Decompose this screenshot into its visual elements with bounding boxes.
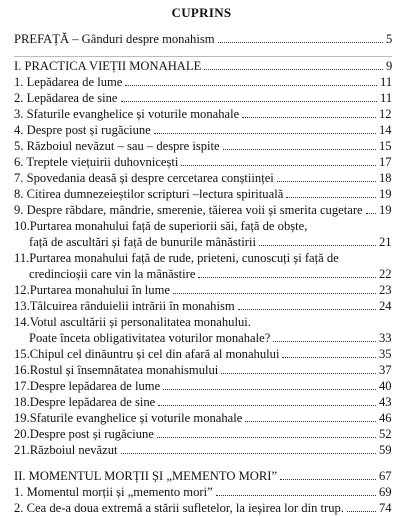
toc-leader-dots [286, 197, 376, 198]
toc-entry-title: 13.Tâlcuirea rânduielii intrării în monahism [14, 299, 235, 313]
toc-entry [0, 202, 403, 218]
toc-leader-dots [273, 341, 376, 342]
toc-page-number: 17 [379, 155, 392, 169]
toc-leader-dots [173, 293, 376, 294]
toc-page-number: 59 [379, 443, 392, 457]
toc-entry-title: 1. Momentul morții și „memento mori” [14, 485, 213, 499]
toc-leader-dots [347, 511, 376, 512]
title-rule [14, 56, 392, 57]
toc-entry [0, 282, 403, 298]
toc-leader-dots [242, 117, 376, 118]
toc-leader-dots [221, 373, 376, 374]
toc-entry [0, 154, 403, 170]
toc-entry-title: 18.Despre lepădarea de sine [14, 395, 156, 409]
toc-entry [0, 186, 403, 202]
toc-page-number: 37 [379, 363, 392, 377]
toc-entry-title: 8. Citirea dumnezeieștilor scripturi –lectura spirituală [14, 187, 284, 201]
toc-page-number: 43 [379, 395, 392, 409]
toc-entry-title: 9. Despre răbdare, mândrie, smerenie, tăierea voii și smerita cugetare [14, 203, 363, 217]
toc-entry-title: Poate înceta obligativitatea voturilor monahale? [29, 331, 271, 345]
toc-entry [0, 468, 403, 484]
toc-entry-title: 15.Chipul cel dinăuntru și cel din afară al monahului [14, 347, 280, 361]
toc-page-number: 40 [379, 379, 392, 393]
toc-page-number: 19 [379, 187, 392, 201]
toc-entry [0, 500, 403, 516]
toc-leader-dots [282, 357, 376, 358]
toc-page-number: 5 [386, 32, 393, 46]
toc-leader-dots [121, 453, 376, 454]
toc-entry-title: față de ascultări și față de bunurile mânăstirii [29, 235, 256, 249]
toc-leader-dots [223, 149, 376, 150]
toc-entry [0, 484, 403, 500]
toc-entry-title: I. PRACTICA VIEȚII MONAHALE [14, 59, 202, 73]
toc-entry [0, 330, 403, 346]
toc-page-number: 11 [380, 91, 393, 105]
toc-entry [0, 394, 403, 410]
toc-leader-dots [125, 85, 377, 86]
toc-leader-dots [121, 101, 377, 102]
toc-leader-dots [218, 42, 383, 43]
toc-entry-title: 2. Lepădarea de sine [14, 91, 118, 105]
toc-leader-dots [154, 133, 376, 134]
toc-leader-dots [181, 165, 376, 166]
toc-entry-title: 4. Despre post și rugăciune [14, 123, 151, 137]
toc-leader-dots [158, 405, 376, 406]
toc-page-number: 14 [379, 123, 392, 137]
toc-entry [0, 122, 403, 138]
toc-entry [0, 106, 403, 122]
toc-entry-title: II. MOMENTUL MORȚII ȘI „MEMENTO MORI” [14, 469, 278, 483]
toc-entry-title: 17.Despre lepădarea de lume [14, 379, 161, 393]
toc-entry [0, 138, 403, 154]
toc-entry-title: 10.Purtarea monahului față de superiorii săi, față de obște, [14, 219, 308, 233]
toc-page-number: 23 [379, 283, 392, 297]
toc-entry-title: 1. Lepădarea de lume [14, 75, 123, 89]
toc-entry-title: 5. Războiul nevăzut – sau – despre ispite [14, 139, 220, 153]
toc-entry [0, 31, 403, 47]
toc-entry-title: 2. Cea de-a doua extremă a stării sufletelor, la ieșirea lor din trup. [14, 501, 344, 515]
toc-page-number: 35 [379, 347, 392, 361]
toc-leader-dots [245, 421, 376, 422]
toc-entry [0, 266, 403, 282]
toc-entry [0, 90, 403, 106]
toc-page-number: 74 [379, 501, 392, 515]
toc-leader-dots [163, 389, 376, 390]
toc-page-number: 11 [380, 75, 393, 89]
toc-entry-title: 12.Purtarea monahului în lume [14, 283, 170, 297]
toc-leader-dots [259, 245, 376, 246]
toc-leader-dots [238, 309, 376, 310]
toc-title: CUPRINS [171, 5, 232, 20]
toc-entry [0, 314, 403, 330]
toc-page-number: 18 [379, 171, 392, 185]
toc-entry-title: 7. Spovedania deasă și despre cercetarea conștiinței [14, 171, 274, 185]
toc-entry [0, 218, 403, 234]
toc-page-number: 19 [379, 203, 392, 217]
toc-entry [0, 170, 403, 186]
toc-entry [0, 442, 403, 458]
toc-page-number: 24 [379, 299, 392, 313]
toc-entry [0, 250, 403, 266]
toc-page-number: 52 [379, 427, 392, 441]
toc-entry-title: 3. Sfaturile evanghelice și voturile monahale [14, 107, 240, 121]
toc-entry [0, 410, 403, 426]
toc-entry-title: 20.Despre post și rugăciune [14, 427, 154, 441]
toc-entry [0, 362, 403, 378]
toc-leader-dots [157, 437, 376, 438]
toc-entry-title: 11.Purtarea monahului față de rude, prieteni, cunoscuți și față de [14, 251, 339, 265]
toc-page-number: 12 [379, 107, 392, 121]
toc-entry-title: 14.Votul ascultării și personalitatea monahului. [14, 315, 251, 329]
toc-page-number: 69 [379, 485, 392, 499]
toc-page-number: 21 [379, 235, 392, 249]
toc-entry-title: 6. Treptele viețuirii duhovnicești [14, 155, 179, 169]
toc-entry [0, 378, 403, 394]
toc-leader-dots [198, 277, 376, 278]
toc-entry [0, 234, 403, 250]
toc-page-number: 33 [379, 331, 392, 345]
toc-entry-title: 19.Sfaturile evanghelice și voturile monahale [14, 411, 243, 425]
toc-entry [0, 346, 403, 362]
toc-page-number: 15 [379, 139, 392, 153]
toc-leader-dots [216, 495, 376, 496]
toc-entry-title: PREFAȚĂ – Gânduri despre monahism [14, 32, 215, 46]
toc-leader-dots [204, 69, 383, 70]
toc-leader-dots [366, 213, 376, 214]
toc-entry [0, 426, 403, 442]
toc-entry-title: 16.Rostul și însemnătatea monahismului [14, 363, 219, 377]
toc-leader-dots [280, 479, 376, 480]
toc-leader-dots [277, 181, 376, 182]
toc-entry-title: credincioșii care vin la mânăstire [29, 267, 196, 281]
toc-entry [0, 74, 403, 90]
toc-entry [0, 58, 403, 74]
toc-entry-title: 21.Războiul nevăzut [14, 443, 118, 457]
toc-page-number: 22 [379, 267, 392, 281]
toc-page-number: 67 [379, 469, 392, 483]
toc-page-number: 9 [386, 59, 393, 73]
toc-entry [0, 298, 403, 314]
toc-page-number: 46 [379, 411, 392, 425]
